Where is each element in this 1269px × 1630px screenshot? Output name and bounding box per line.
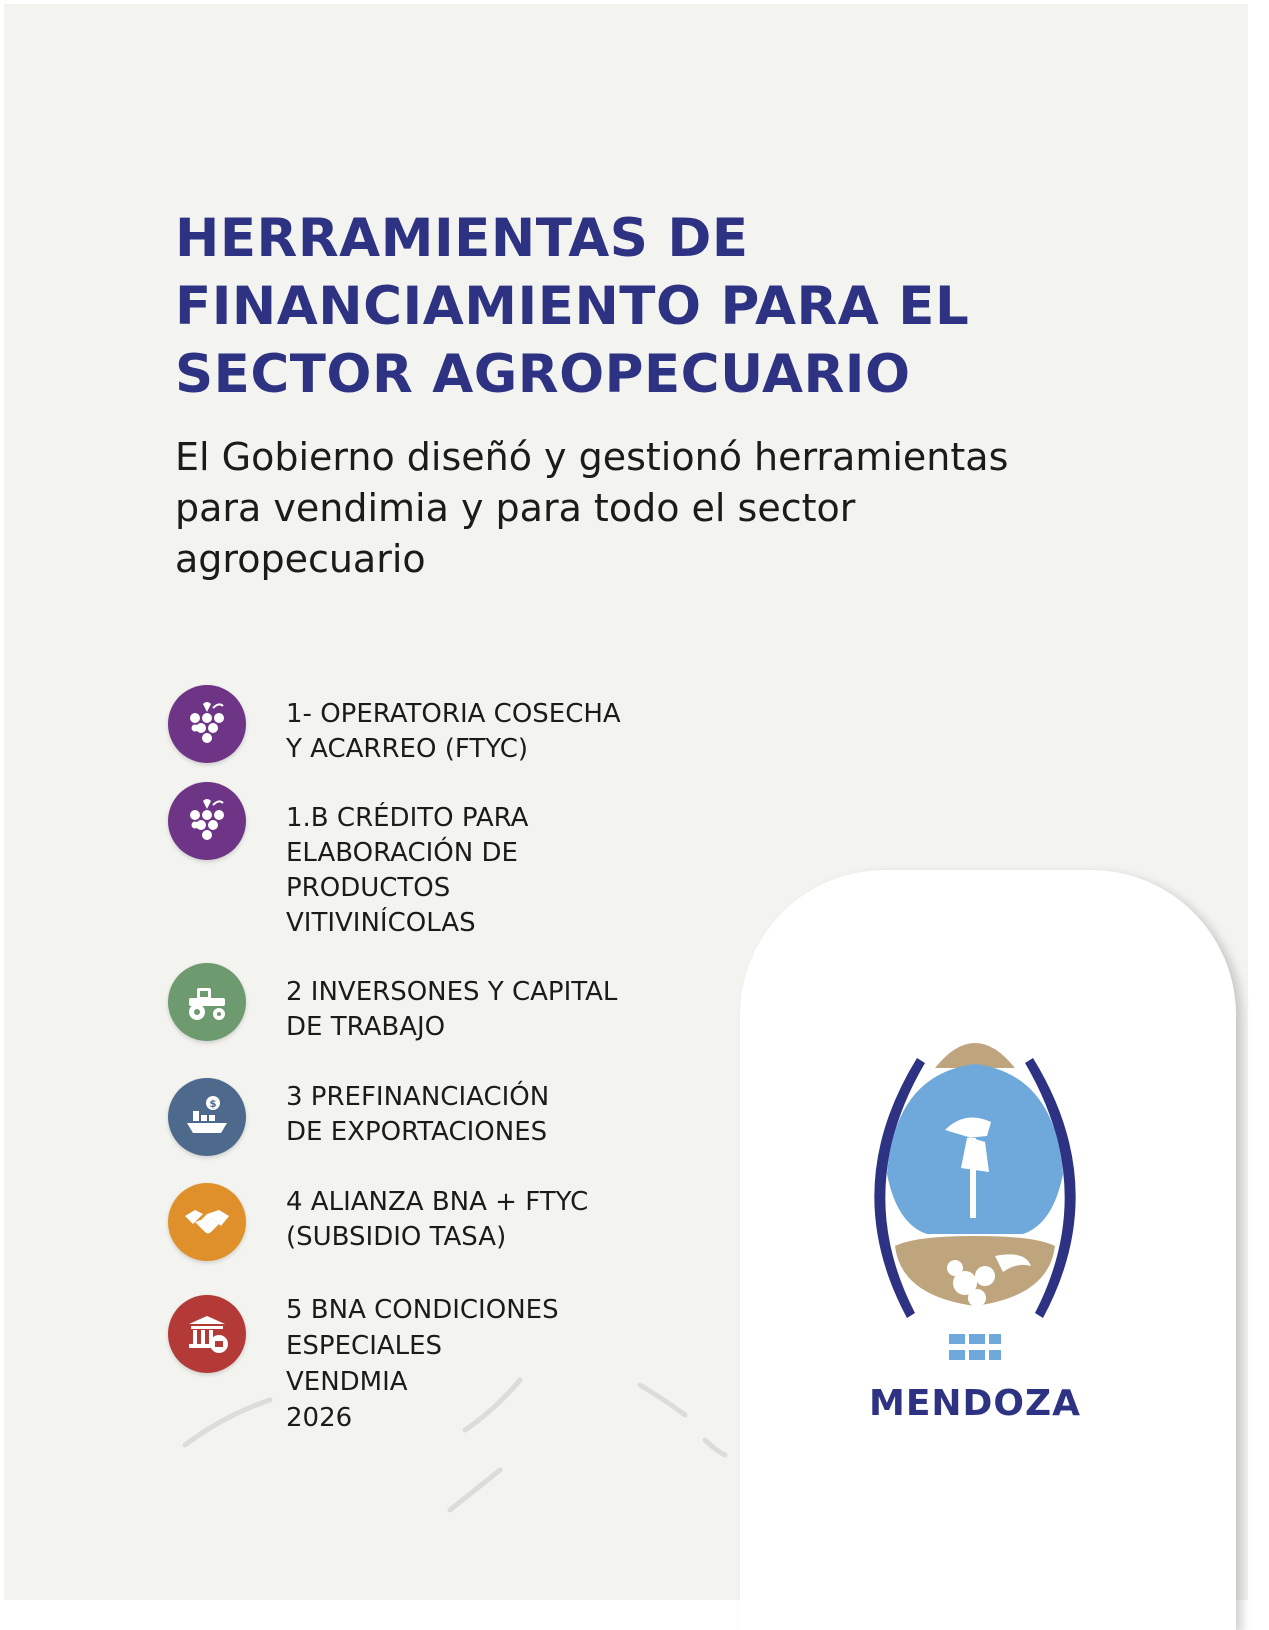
mendoza-crest-icon (855, 1028, 1095, 1374)
page-title: HERRAMIENTAS DE FINANCIAMIENTO PARA EL SECTOR AGROPECUARIO (175, 208, 970, 405)
bank-icon (168, 1295, 246, 1373)
handshake-icon (168, 1183, 246, 1261)
page-subtitle: El Gobierno diseñó y gestionó herramientas para vendimia y para todo el sector agropecuario (175, 435, 1009, 581)
list-item-label: 4 ALIANZA BNA + FTYC (SUBSIDIO TASA) (286, 1187, 589, 1252)
svg-text:$: $ (209, 1099, 217, 1110)
vine-decoration (170, 1370, 750, 1530)
grapes-icon (168, 685, 246, 763)
list-item-label: 5 BNA CONDICIONES ESPECIALES VENDMIA 2026 (286, 1295, 559, 1433)
crest-name: MENDOZA (869, 1383, 1081, 1424)
tractor-icon (168, 963, 246, 1041)
list-item-label: 2 INVERSONES Y CAPITAL DE TRABAJO (286, 977, 618, 1042)
cargo-ship-icon (168, 1078, 246, 1156)
grapes-icon (168, 782, 246, 860)
list-item-label: 1.B CRÉDITO PARA ELABORACIÓN DE PRODUCTOS VITIVINÍCOLAS (286, 803, 529, 938)
list-item-label: 3 PREFINANCIACIÓN DE EXPORTACIONES (286, 1082, 550, 1147)
list-item-label: 1- OPERATORIA COSECHA Y ACARREO (FTYC) (286, 699, 621, 764)
